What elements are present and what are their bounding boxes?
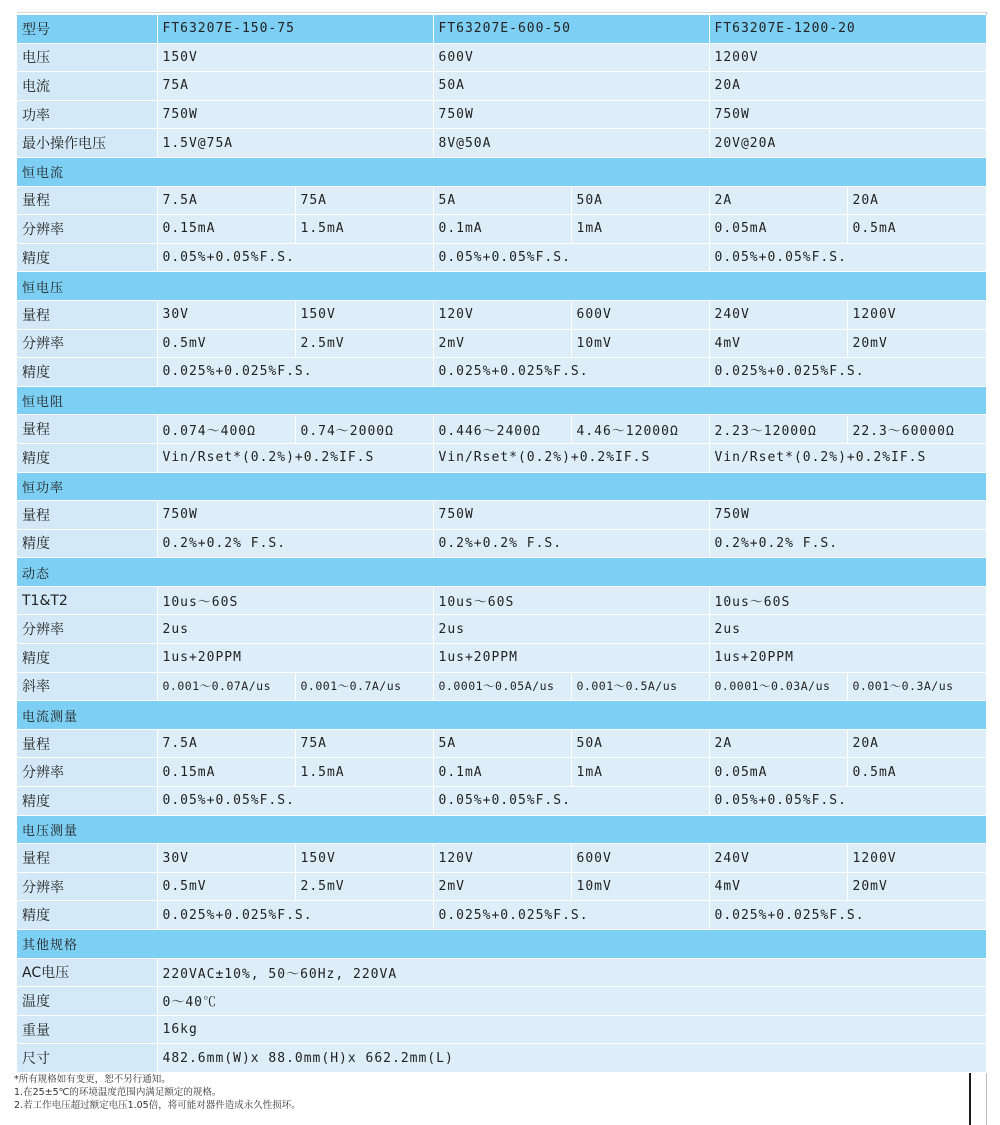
spec-label: 电压: [17, 43, 157, 72]
spec-value: 0.446～2400Ω: [433, 415, 571, 444]
model-name: FT63207E-150-75: [157, 15, 433, 43]
spec-value: 0.1mA: [433, 758, 571, 787]
model-name: FT63207E-600-50: [433, 15, 709, 43]
spec-row: [17, 243, 986, 272]
spec-row: [17, 958, 986, 987]
spec-value: 0.001～0.7A/us: [295, 672, 433, 701]
spec-row: [17, 872, 986, 901]
spec-value: 4mV: [709, 329, 847, 358]
spec-label: 精度: [17, 443, 157, 472]
section-header: [17, 930, 986, 959]
top-divider: [17, 12, 986, 13]
spec-value: 600V: [571, 300, 709, 329]
spec-label: 功率: [17, 100, 157, 129]
spec-value: 22.3～60000Ω: [847, 415, 986, 444]
spec-value: 8V@50A: [433, 129, 709, 158]
spec-value: 1.5mA: [295, 758, 433, 787]
spec-value: 10mV: [571, 872, 709, 901]
spec-row: [17, 43, 986, 72]
spec-value: 2.5mV: [295, 329, 433, 358]
spec-label: 电流: [17, 72, 157, 101]
spec-value: 0.05%+0.05%F.S.: [433, 787, 709, 816]
spec-value: 50A: [433, 72, 709, 101]
section-title: 恒功率: [17, 472, 986, 501]
section-header: [17, 701, 986, 730]
spec-value: 0.025%+0.025%F.S.: [433, 901, 709, 930]
spec-label: 量程: [17, 415, 157, 444]
spec-row: [17, 729, 986, 758]
spec-row: [17, 1015, 986, 1044]
section-header: [17, 272, 986, 301]
spec-value: 0.15mA: [157, 215, 295, 244]
spec-label: 精度: [17, 529, 157, 558]
spec-value: 30V: [157, 844, 295, 873]
section-header: [17, 386, 986, 415]
spec-value: 5A: [433, 186, 571, 215]
spec-value: 0.0001～0.05A/us: [433, 672, 571, 701]
spec-value: 0.025%+0.025%F.S.: [433, 358, 709, 387]
spec-value: 50A: [571, 186, 709, 215]
spec-value: 600V: [571, 844, 709, 873]
spec-value: 20A: [709, 72, 986, 101]
spec-value: 600V: [433, 43, 709, 72]
spec-value: 4.46～12000Ω: [571, 415, 709, 444]
spec-row: [17, 300, 986, 329]
spec-value: 2us: [433, 615, 709, 644]
spec-row: [17, 329, 986, 358]
spec-label: 斜率: [17, 672, 157, 701]
footnotes: [14, 1073, 301, 1112]
spec-row: [17, 787, 986, 816]
section-title: 动态: [17, 558, 986, 587]
spec-value: 50A: [571, 729, 709, 758]
spec-value: 0.05%+0.05%F.S.: [433, 243, 709, 272]
spec-value: 0.2%+0.2% F.S.: [433, 529, 709, 558]
spec-value: 0.05%+0.05%F.S.: [157, 787, 433, 816]
spec-value: 750W: [433, 501, 709, 530]
spec-value: 20A: [847, 729, 986, 758]
spec-value: 20A: [847, 186, 986, 215]
spec-value: 1200V: [847, 300, 986, 329]
spec-value: 0.2%+0.2% F.S.: [709, 529, 986, 558]
spec-value: 0.0001～0.03A/us: [709, 672, 847, 701]
spec-label: 量程: [17, 844, 157, 873]
spec-table-body: [17, 15, 986, 1072]
spec-label: 精度: [17, 243, 157, 272]
spec-value: 750W: [433, 100, 709, 129]
spec-value: 1us+20PPM: [709, 644, 986, 673]
spec-label: 分辨率: [17, 758, 157, 787]
spec-value: 0.5mV: [157, 329, 295, 358]
spec-label: 量程: [17, 729, 157, 758]
section-title: 电压测量: [17, 815, 986, 844]
spec-value: Vin/Rset*(0.2%)+0.2%IF.S: [433, 443, 709, 472]
section-header: [17, 472, 986, 501]
spec-label: 重量: [17, 1015, 157, 1044]
spec-label: 温度: [17, 987, 157, 1016]
footnote: 2.若工作电压超过额定电压1.05倍，将可能对器件造成永久性损坏。: [14, 1100, 301, 1111]
spec-value: 0.025%+0.025%F.S.: [709, 901, 986, 930]
spec-row: [17, 215, 986, 244]
spec-value: 2mV: [433, 329, 571, 358]
spec-label: 尺寸: [17, 1044, 157, 1073]
spec-value: 20V@20A: [709, 129, 986, 158]
model-name: FT63207E-1200-20: [709, 15, 986, 43]
spec-value: 240V: [709, 844, 847, 873]
spec-value: 1.5V@75A: [157, 129, 433, 158]
spec-value: 2A: [709, 729, 847, 758]
spec-value: 10mV: [571, 329, 709, 358]
spec-value: 10us～60S: [433, 586, 709, 615]
spec-value: Vin/Rset*(0.2%)+0.2%IF.S: [157, 443, 433, 472]
footnote: 1.在25±5℃的环境温度范围内满足额定的规格。: [14, 1087, 222, 1098]
spec-value: 1200V: [847, 844, 986, 873]
spec-value: 150V: [295, 300, 433, 329]
spec-label: 分辨率: [17, 215, 157, 244]
spec-value: 482.6mm(W)x 88.0mm(H)x 662.2mm(L): [157, 1044, 986, 1073]
spec-value: 1.5mA: [295, 215, 433, 244]
spec-row: [17, 100, 986, 129]
spec-value: 0.025%+0.025%F.S.: [157, 358, 433, 387]
spec-value: 7.5A: [157, 186, 295, 215]
spec-value: 0.05%+0.05%F.S.: [709, 787, 986, 816]
spec-row: [17, 1044, 986, 1073]
spec-value: 150V: [157, 43, 433, 72]
spec-row: [17, 586, 986, 615]
spec-value: 220VAC±10%, 50～60Hz, 220VA: [157, 958, 986, 987]
section-header: [17, 815, 986, 844]
spec-label: 量程: [17, 501, 157, 530]
spec-value: 20mV: [847, 872, 986, 901]
spec-value: Vin/Rset*(0.2%)+0.2%IF.S: [709, 443, 986, 472]
spec-value: 16kg: [157, 1015, 986, 1044]
section-header: [17, 558, 986, 587]
spec-value: 120V: [433, 300, 571, 329]
spec-value: 750W: [157, 501, 433, 530]
spec-value: 750W: [157, 100, 433, 129]
spec-value: 0.025%+0.025%F.S.: [157, 901, 433, 930]
spec-value: 0.2%+0.2% F.S.: [157, 529, 433, 558]
spec-label: AC电压: [17, 958, 157, 987]
section-title: 其他规格: [17, 930, 986, 959]
spec-value: 0.001～0.07A/us: [157, 672, 295, 701]
spec-value: 0.05mA: [709, 758, 847, 787]
spec-row: [17, 615, 986, 644]
spec-value: 0～40℃: [157, 987, 986, 1016]
spec-value: 0.74～2000Ω: [295, 415, 433, 444]
spec-value: 240V: [709, 300, 847, 329]
spec-row: [17, 443, 986, 472]
spec-value: 1us+20PPM: [433, 644, 709, 673]
spec-value: 0.5mV: [157, 872, 295, 901]
spec-row: [17, 844, 986, 873]
spec-value: 0.001～0.3A/us: [847, 672, 986, 701]
spec-value: 2mV: [433, 872, 571, 901]
spec-row: [17, 672, 986, 701]
spec-label: 精度: [17, 644, 157, 673]
spec-value: 2.23～12000Ω: [709, 415, 847, 444]
spec-value: 750W: [709, 501, 986, 530]
spec-value: 75A: [295, 186, 433, 215]
spec-value: 1mA: [571, 758, 709, 787]
spec-value: 10us～60S: [709, 586, 986, 615]
header-row: [17, 15, 986, 43]
spec-value: 0.025%+0.025%F.S.: [709, 358, 986, 387]
section-title: 电流测量: [17, 701, 986, 730]
spec-label: 分辨率: [17, 872, 157, 901]
spec-label: 量程: [17, 300, 157, 329]
spec-row: [17, 987, 986, 1016]
spec-value: 75A: [295, 729, 433, 758]
spec-value: 2A: [709, 186, 847, 215]
spec-label: 精度: [17, 787, 157, 816]
spec-value: 2us: [157, 615, 433, 644]
spec-value: 75A: [157, 72, 433, 101]
spec-row: [17, 644, 986, 673]
spec-value: 0.1mA: [433, 215, 571, 244]
spec-row: [17, 901, 986, 930]
spec-value: 0.5mA: [847, 758, 986, 787]
spec-label: 精度: [17, 901, 157, 930]
spec-value: 0.074～400Ω: [157, 415, 295, 444]
header-label: 型号: [17, 15, 157, 43]
spec-label: 分辨率: [17, 615, 157, 644]
spec-value: 150V: [295, 844, 433, 873]
footnote: *所有规格如有变更，恕不另行通知。: [14, 1074, 171, 1085]
spec-row: [17, 501, 986, 530]
spec-row: [17, 358, 986, 387]
spec-value: 0.001～0.5A/us: [571, 672, 709, 701]
spec-row: [17, 758, 986, 787]
spec-value: 2us: [709, 615, 986, 644]
section-title: 恒电压: [17, 272, 986, 301]
section-title: 恒电阻: [17, 386, 986, 415]
spec-row: [17, 186, 986, 215]
section-title: 恒电流: [17, 157, 986, 186]
spec-value: 10us～60S: [157, 586, 433, 615]
spec-label: T1&T2: [17, 586, 157, 615]
spec-table: [17, 15, 987, 1073]
spec-value: 20mV: [847, 329, 986, 358]
spec-value: 1200V: [709, 43, 986, 72]
spec-value: 2.5mV: [295, 872, 433, 901]
spec-value: 4mV: [709, 872, 847, 901]
spec-value: 7.5A: [157, 729, 295, 758]
spec-label: 最小操作电压: [17, 129, 157, 158]
spec-value: 0.05%+0.05%F.S.: [157, 243, 433, 272]
spec-row: [17, 72, 986, 101]
spec-value: 0.15mA: [157, 758, 295, 787]
spec-label: 分辨率: [17, 329, 157, 358]
spec-value: 0.05mA: [709, 215, 847, 244]
spec-value: 750W: [709, 100, 986, 129]
spec-value: 0.5mA: [847, 215, 986, 244]
spec-row: [17, 129, 986, 158]
spec-row: [17, 529, 986, 558]
spec-value: 5A: [433, 729, 571, 758]
spec-row: [17, 415, 986, 444]
spec-value: 1mA: [571, 215, 709, 244]
spec-value: 120V: [433, 844, 571, 873]
spec-value: 30V: [157, 300, 295, 329]
spec-label: 量程: [17, 186, 157, 215]
section-header: [17, 157, 986, 186]
spec-value: 1us+20PPM: [157, 644, 433, 673]
spec-label: 精度: [17, 358, 157, 387]
spec-value: 0.05%+0.05%F.S.: [709, 243, 986, 272]
